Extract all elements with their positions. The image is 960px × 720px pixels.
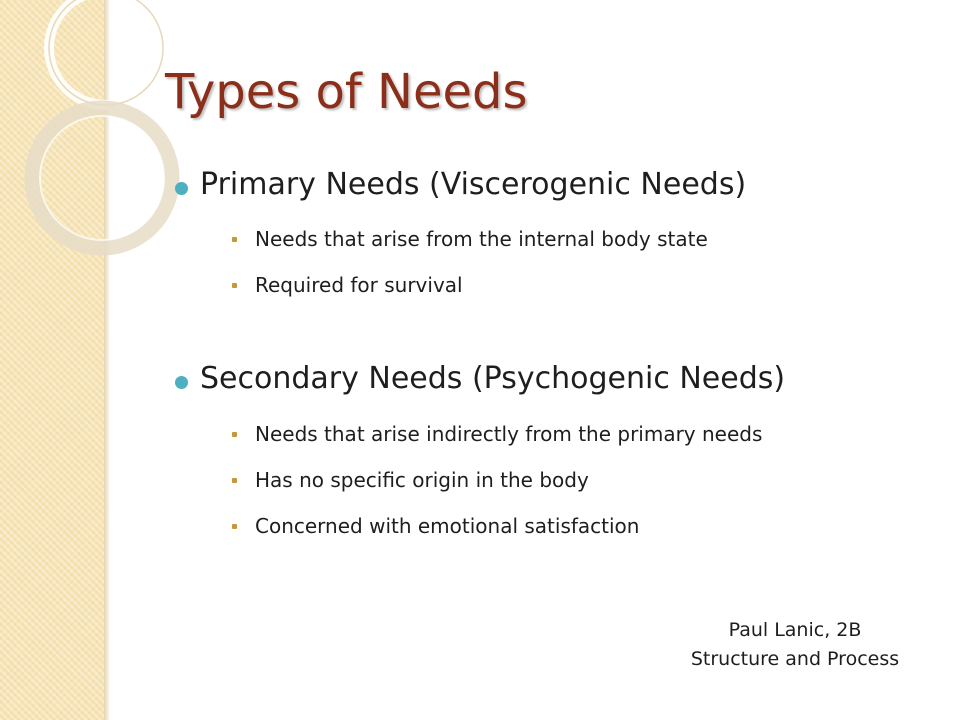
slide-title: Types of Needs [165, 64, 528, 120]
list-item: Has no specific origin in the body [255, 468, 589, 492]
list-item: Needs that arise from the internal body state [255, 227, 708, 251]
bullet-square-icon [232, 524, 237, 529]
list-item: Required for survival [255, 273, 463, 297]
bullet-square-icon [232, 283, 237, 288]
list-item: Needs that arise indirectly from the primary needs [255, 422, 763, 446]
author-credit [680, 616, 910, 674]
bullet-dot-icon [175, 376, 188, 389]
section-heading-primary: Primary Needs (Viscerogenic Needs) [200, 167, 747, 202]
author-subtitle: Structure and Process [690, 648, 900, 670]
author-name: Paul Lanic, 2B [728, 619, 862, 641]
bullet-dot-icon [175, 182, 188, 195]
bullet-square-icon [232, 432, 237, 437]
bullet-square-icon [232, 478, 237, 483]
bullet-square-icon [232, 237, 237, 242]
list-item: Concerned with emotional satisfaction [255, 514, 640, 538]
section-heading-secondary: Secondary Needs (Psychogenic Needs) [200, 361, 786, 396]
